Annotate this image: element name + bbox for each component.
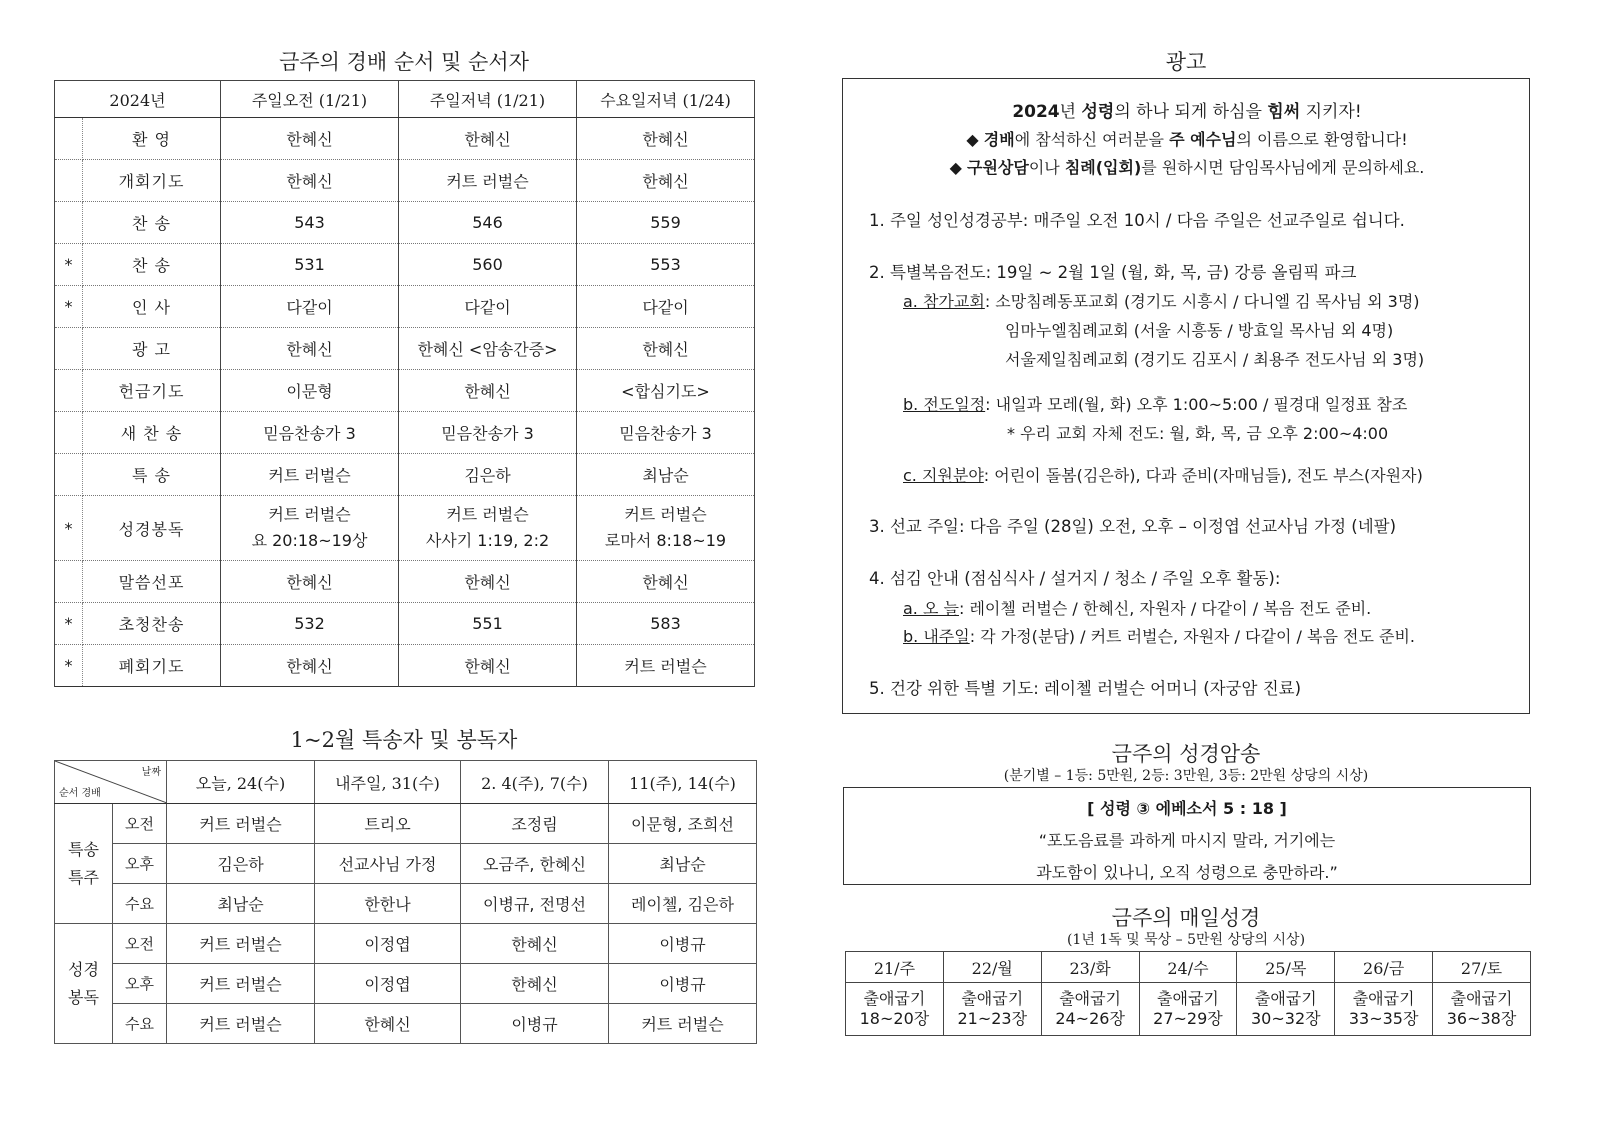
wed-cell: 한혜신 (577, 118, 755, 160)
daily-bible-title: 금주의 매일성경 (1111, 906, 1261, 930)
song-row (55, 1004, 757, 1044)
song-header-row (55, 761, 757, 804)
daily-reading-cell (846, 983, 944, 1036)
ad-2c-label: c. 지원분야 (903, 466, 984, 485)
sun-pm-cell-line-1: 커트 러벌슨 (446, 505, 529, 525)
ad-item-5: 5. 건강 위한 특별 기도: 레이첼 러벌슨 어머니 (자궁암 진료) (869, 679, 1302, 698)
welcome-bold-1: 경배 (983, 130, 1015, 149)
song-assignee-cell: 레이첼, 김은하 (609, 884, 757, 924)
song-assignee-cell: 커트 러벌슨 (609, 1004, 757, 1044)
song-assignee-cell: 이병규, 전명선 (461, 884, 609, 924)
ad-2a-label: a. 참가교회 (903, 292, 985, 311)
welcome-text-1: 에 참석하신 여러분을 (1014, 130, 1170, 149)
required-mark (55, 454, 83, 496)
verse-reference: [ 성령 ③ 에베소서 5 : 18 ] (1087, 799, 1287, 818)
wed-cell (577, 496, 755, 561)
service-row (55, 496, 755, 561)
ad-2b-label: b. 전도일정 (903, 395, 986, 414)
sun-pm-cell: 커트 러벌슨 (399, 160, 577, 202)
song-assignee-cell: 오금주, 한혜신 (461, 844, 609, 884)
wed-cell: 559 (577, 202, 755, 244)
sun-am-cell: 532 (221, 603, 399, 645)
song-row (55, 924, 757, 964)
daily-book-name: 출애굽기 (1450, 989, 1513, 1008)
ad-item-4b (903, 624, 1415, 647)
verse-prize-note: (분기별 – 1등: 5만원, 2등: 3만원, 3등: 2만원 상당의 시상) (1003, 768, 1369, 784)
counsel-bold-1: 구원상담 (967, 158, 1029, 177)
sun-am-cell: 한혜신 (221, 118, 399, 160)
daily-day-cell: 22/월 (943, 952, 1041, 983)
ad-2c-text: : 어린이 돌봄(김은하), 다과 준비(자매님들), 전도 부스(자원자) (983, 466, 1423, 485)
wed-cell: <합심기도> (577, 370, 755, 412)
song-date-2: 내주일, 31(수) (315, 761, 461, 804)
service-item-label: 헌금기도 (83, 370, 221, 412)
sun-am-cell (221, 496, 399, 561)
service-item-label: 환 영 (83, 118, 221, 160)
song-group-label (55, 804, 113, 924)
required-mark: * (55, 244, 83, 286)
service-item-label: 찬 송 (83, 202, 221, 244)
verse-line-1: “포도음료를 과하게 마시지 말라, 거기에는 (1038, 831, 1336, 850)
sun-pm-cell: 믿음찬송가 3 (399, 412, 577, 454)
song-assignee-cell: 커트 러벌슨 (167, 924, 315, 964)
sun-pm-cell (399, 496, 577, 561)
counsel-text-1: 이나 (1028, 158, 1065, 177)
service-row (55, 603, 755, 645)
service-row (55, 160, 755, 202)
song-date-4: 11(주), 14(수) (609, 761, 757, 804)
song-date-3: 2. 4(주), 7(수) (461, 761, 609, 804)
group-label-line-1: 성경 (68, 960, 99, 980)
sun-pm-cell: 546 (399, 202, 577, 244)
service-order-title: 금주의 경배 순서 및 순서자 (279, 50, 529, 74)
required-mark (55, 412, 83, 454)
ad-item-2: 2. 특별복음전도: 19일 ~ 2월 1일 (월, 화, 목, 금) 강릉 올림픽 파크 (869, 263, 1357, 282)
song-assignee-cell: 최남순 (167, 884, 315, 924)
daily-book-name: 출애굽기 (1157, 989, 1219, 1008)
daily-reading-cell (1433, 983, 1531, 1036)
ads-title: 광고 (1165, 50, 1207, 74)
service-header-sun-pm: 주일저녁 (1/21) (399, 81, 577, 118)
daily-book-name: 출애굽기 (863, 989, 926, 1008)
ad-item-2b-line2: * 우리 교회 자체 전도: 월, 화, 목, 금 오후 2:00~4:00 (1007, 424, 1389, 443)
ad-4b-label: b. 내주일 (903, 627, 970, 646)
diamond-bullet-icon: ◆ (966, 130, 979, 149)
song-assignee-cell: 최남순 (609, 844, 757, 884)
daily-day-row (846, 952, 1531, 983)
service-item-label: 말씀선포 (83, 561, 221, 603)
song-assignee-cell: 이병규 (461, 1004, 609, 1044)
service-item-label: 폐회기도 (83, 645, 221, 687)
song-assignee-cell: 트리오 (315, 804, 461, 844)
daily-book-name: 출애굽기 (1059, 989, 1122, 1008)
daily-chapter-range: 33~35장 (1348, 1009, 1419, 1028)
service-row (55, 412, 755, 454)
ad-item-2a-line3: 서울제일침례교회 (경기도 김포시 / 최용주 전도사님 외 3명) (1005, 350, 1425, 369)
service-row (55, 561, 755, 603)
song-slot-label: 수요 (113, 1004, 167, 1044)
song-assignee-cell: 한한나 (315, 884, 461, 924)
required-mark (55, 202, 83, 244)
counsel-bold-2: 침례(입회) (1064, 158, 1142, 177)
daily-reading-cell (1335, 983, 1433, 1036)
sun-am-cell: 543 (221, 202, 399, 244)
ad-item-4a (903, 596, 1371, 619)
daily-chapter-range: 30~32장 (1251, 1009, 1321, 1028)
song-slot-label: 수요 (113, 884, 167, 924)
song-assignee-cell: 커트 러벌슨 (167, 1004, 315, 1044)
required-mark (55, 561, 83, 603)
song-slot-label: 오후 (113, 844, 167, 884)
song-slot-label: 오전 (113, 924, 167, 964)
daily-day-cell: 27/토 (1433, 952, 1531, 983)
service-item-label: 찬 송 (83, 244, 221, 286)
song-slot-label: 오후 (113, 964, 167, 1004)
daily-chapter-range: 27~29장 (1153, 1009, 1223, 1028)
required-mark: * (55, 645, 83, 687)
song-assignee-cell: 커트 러벌슨 (167, 804, 315, 844)
service-row (55, 370, 755, 412)
sun-am-cell-line-2: 요 20:18~19상 (251, 531, 368, 550)
daily-reading-cell (1139, 983, 1237, 1036)
wed-cell: 최남순 (577, 454, 755, 496)
ad-2a-text: : 소망침례동포교회 (경기도 시흥시 / 다니엘 김 목사님 외 3명) (984, 292, 1420, 311)
daily-reading-cell (1041, 983, 1139, 1036)
daily-book-name: 출애굽기 (961, 989, 1024, 1008)
wed-cell: 한혜신 (577, 561, 755, 603)
sun-am-cell-line-1: 커트 러벌슨 (268, 505, 351, 525)
daily-reading-cell (1237, 983, 1335, 1036)
sun-pm-cell: 551 (399, 603, 577, 645)
daily-book-name: 출애굽기 (1254, 989, 1317, 1008)
service-row (55, 118, 755, 160)
required-mark (55, 328, 83, 370)
daily-chapter-range: 36~38장 (1446, 1009, 1517, 1028)
ad-4b-text: : 각 가정(분담) / 커트 러벌슨, 자원자 / 다같이 / 복음 전도 준비. (969, 627, 1415, 646)
wed-cell-line-2: 로마서 8:18~19 (604, 531, 727, 550)
required-mark (55, 160, 83, 202)
group-label-line-2: 봉독 (68, 987, 99, 1007)
daily-day-cell: 21/주 (846, 952, 944, 983)
wed-cell: 다같이 (577, 286, 755, 328)
ad-2b-text: : 내일과 모레(월, 화) 오후 1:00~5:00 / 필경대 일정표 참조 (985, 395, 1408, 414)
ad-item-2a (903, 289, 1420, 312)
service-row (55, 328, 755, 370)
service-item-label: 초청찬송 (83, 603, 221, 645)
ad-item-2b (903, 392, 1407, 415)
ad-item-1: 1. 주일 성인성경공부: 매주일 오전 10시 / 다음 주일은 선교주일로 쉽니다. (869, 211, 1405, 230)
sun-am-cell: 한혜신 (221, 160, 399, 202)
counsel-line (843, 155, 1531, 178)
sun-am-cell: 믿음찬송가 3 (221, 412, 399, 454)
daily-day-cell: 25/목 (1237, 952, 1335, 983)
service-header-wed: 수요일저녁 (1/24) (577, 81, 755, 118)
group-label-line-2: 특주 (68, 867, 99, 887)
sun-am-cell: 한혜신 (221, 645, 399, 687)
daily-reading-table (845, 951, 1531, 1036)
wed-cell: 553 (577, 244, 755, 286)
ad-item-2c (903, 463, 1423, 486)
song-assignee-cell: 한혜신 (461, 964, 609, 1004)
service-header-year: 2024년 (55, 81, 221, 118)
diamond-bullet-icon: ◆ (949, 158, 962, 177)
required-mark (55, 370, 83, 412)
service-item-label: 개회기도 (83, 160, 221, 202)
verse-line-2: 과도함이 있나니, 오직 성령으로 충만하라.” (1036, 863, 1338, 882)
service-row (55, 454, 755, 496)
song-assignee-cell: 이병규 (609, 924, 757, 964)
daily-day-cell: 24/수 (1139, 952, 1237, 983)
required-mark: * (55, 286, 83, 328)
wed-cell: 커트 러벌슨 (577, 645, 755, 687)
sun-pm-cell: 한혜신 (399, 561, 577, 603)
song-date-1: 오늘, 24(수) (167, 761, 315, 804)
service-order-table (54, 80, 755, 687)
sun-pm-cell: 한혜신 (399, 645, 577, 687)
service-row (55, 244, 755, 286)
welcome-line (843, 127, 1531, 150)
sun-am-cell: 다같이 (221, 286, 399, 328)
slogan-text-2: 의 하나 되게 하심을 (1114, 102, 1268, 122)
sun-am-cell: 커트 러벌슨 (221, 454, 399, 496)
daily-day-cell: 26/금 (1335, 952, 1433, 983)
song-assignee-cell: 이문형, 조희선 (609, 804, 757, 844)
service-header-row (55, 81, 755, 118)
service-item-label: 광 고 (83, 328, 221, 370)
daily-chapter-range: 18~20장 (859, 1009, 930, 1028)
song-assignee-cell: 이정엽 (315, 924, 461, 964)
ad-item-4: 4. 섬김 안내 (점심식사 / 설거지 / 청소 / 주일 오후 활동): (869, 569, 1281, 588)
song-group-label (55, 924, 113, 1044)
service-item-label: 새 찬 송 (83, 412, 221, 454)
service-item-label: 인 사 (83, 286, 221, 328)
ad-4a-label: a. 오 늘 (903, 599, 959, 618)
song-corner-cell (55, 761, 167, 804)
daily-day-cell: 23/화 (1041, 952, 1139, 983)
song-assignee-cell: 한혜신 (315, 1004, 461, 1044)
slogan-bold-2: 힘써 (1267, 102, 1301, 122)
ad-item-3: 3. 선교 주일: 다음 주일 (28일) 오전, 오후 – 이정엽 선교사님 가정 (네팔) (869, 517, 1397, 536)
song-assignee-cell: 김은하 (167, 844, 315, 884)
song-assignee-cell: 이정엽 (315, 964, 461, 1004)
required-mark: * (55, 496, 83, 561)
corner-order-label: 순서 경배 (59, 788, 101, 799)
sun-pm-cell-line-2: 사사기 1:19, 2:2 (425, 531, 550, 550)
service-header-sun-am: 주일오전 (1/21) (221, 81, 399, 118)
wed-cell-line-1: 커트 러벌슨 (624, 505, 707, 525)
song-slot-label: 오전 (113, 804, 167, 844)
sun-am-cell: 한혜신 (221, 328, 399, 370)
wed-cell: 한혜신 (577, 160, 755, 202)
song-assignee-cell: 이병규 (609, 964, 757, 1004)
song-row (55, 804, 757, 844)
service-item-label: 성경봉독 (83, 496, 221, 561)
daily-book-name: 출애굽기 (1352, 989, 1415, 1008)
sun-pm-cell: 한혜신 (399, 370, 577, 412)
wed-cell: 583 (577, 603, 755, 645)
song-assignee-cell: 한혜신 (461, 924, 609, 964)
sun-pm-cell: 한혜신 (399, 118, 577, 160)
counsel-text-2: 를 원하시면 담임목사님에게 문의하세요. (1141, 158, 1425, 177)
announcement-box (842, 78, 1530, 714)
daily-chapter-range: 24~26장 (1055, 1009, 1125, 1028)
ad-4a-text: : 레이첼 러벌슨 / 한혜신, 자원자 / 다같이 / 복음 전도 준비. (958, 599, 1372, 618)
song-row (55, 964, 757, 1004)
required-mark (55, 118, 83, 160)
sun-am-cell: 한혜신 (221, 561, 399, 603)
group-label-line-1: 특송 (68, 840, 99, 860)
ad-item-2a-line2: 임마누엘침례교회 (서울 시흥동 / 방효일 목사님 외 4명) (1005, 321, 1394, 340)
sun-pm-cell: 한혜신 <암송간증> (399, 328, 577, 370)
special-song-title: 1~2월 특송자 및 봉독자 (290, 728, 518, 752)
slogan-year: 2024 (1012, 102, 1060, 122)
sun-am-cell: 531 (221, 244, 399, 286)
verse-title: 금주의 성경암송 (1111, 742, 1261, 766)
special-song-table (54, 760, 757, 1044)
daily-reading-cell (943, 983, 1041, 1036)
welcome-text-2: 의 이름으로 환영합니다! (1236, 130, 1408, 149)
service-item-label: 특 송 (83, 454, 221, 496)
welcome-bold-2: 주 예수님 (1169, 130, 1237, 149)
sun-pm-cell: 다같이 (399, 286, 577, 328)
song-row (55, 884, 757, 924)
slogan-line (843, 97, 1531, 122)
service-row (55, 202, 755, 244)
song-row (55, 844, 757, 884)
sun-pm-cell: 560 (399, 244, 577, 286)
corner-date-label: 날짜 (141, 767, 161, 778)
song-assignee-cell: 선교사님 가정 (315, 844, 461, 884)
sun-pm-cell: 김은하 (399, 454, 577, 496)
required-mark: * (55, 603, 83, 645)
wed-cell: 믿음찬송가 3 (577, 412, 755, 454)
daily-chapter-range: 21~23장 (957, 1009, 1028, 1028)
slogan-text-3: 지키자! (1300, 102, 1362, 122)
slogan-bold-1: 성령 (1081, 102, 1115, 122)
song-assignee-cell: 커트 러벌슨 (167, 964, 315, 1004)
service-row (55, 645, 755, 687)
service-row (55, 286, 755, 328)
daily-prize-note: (1년 1독 및 묵상 – 5만원 상당의 시상) (1066, 932, 1306, 948)
wed-cell: 한혜신 (577, 328, 755, 370)
memory-verse-box (843, 787, 1531, 885)
sun-am-cell: 이문형 (221, 370, 399, 412)
slogan-text-1: 년 (1059, 102, 1082, 122)
daily-reading-row (846, 983, 1531, 1036)
song-assignee-cell: 조정림 (461, 804, 609, 844)
